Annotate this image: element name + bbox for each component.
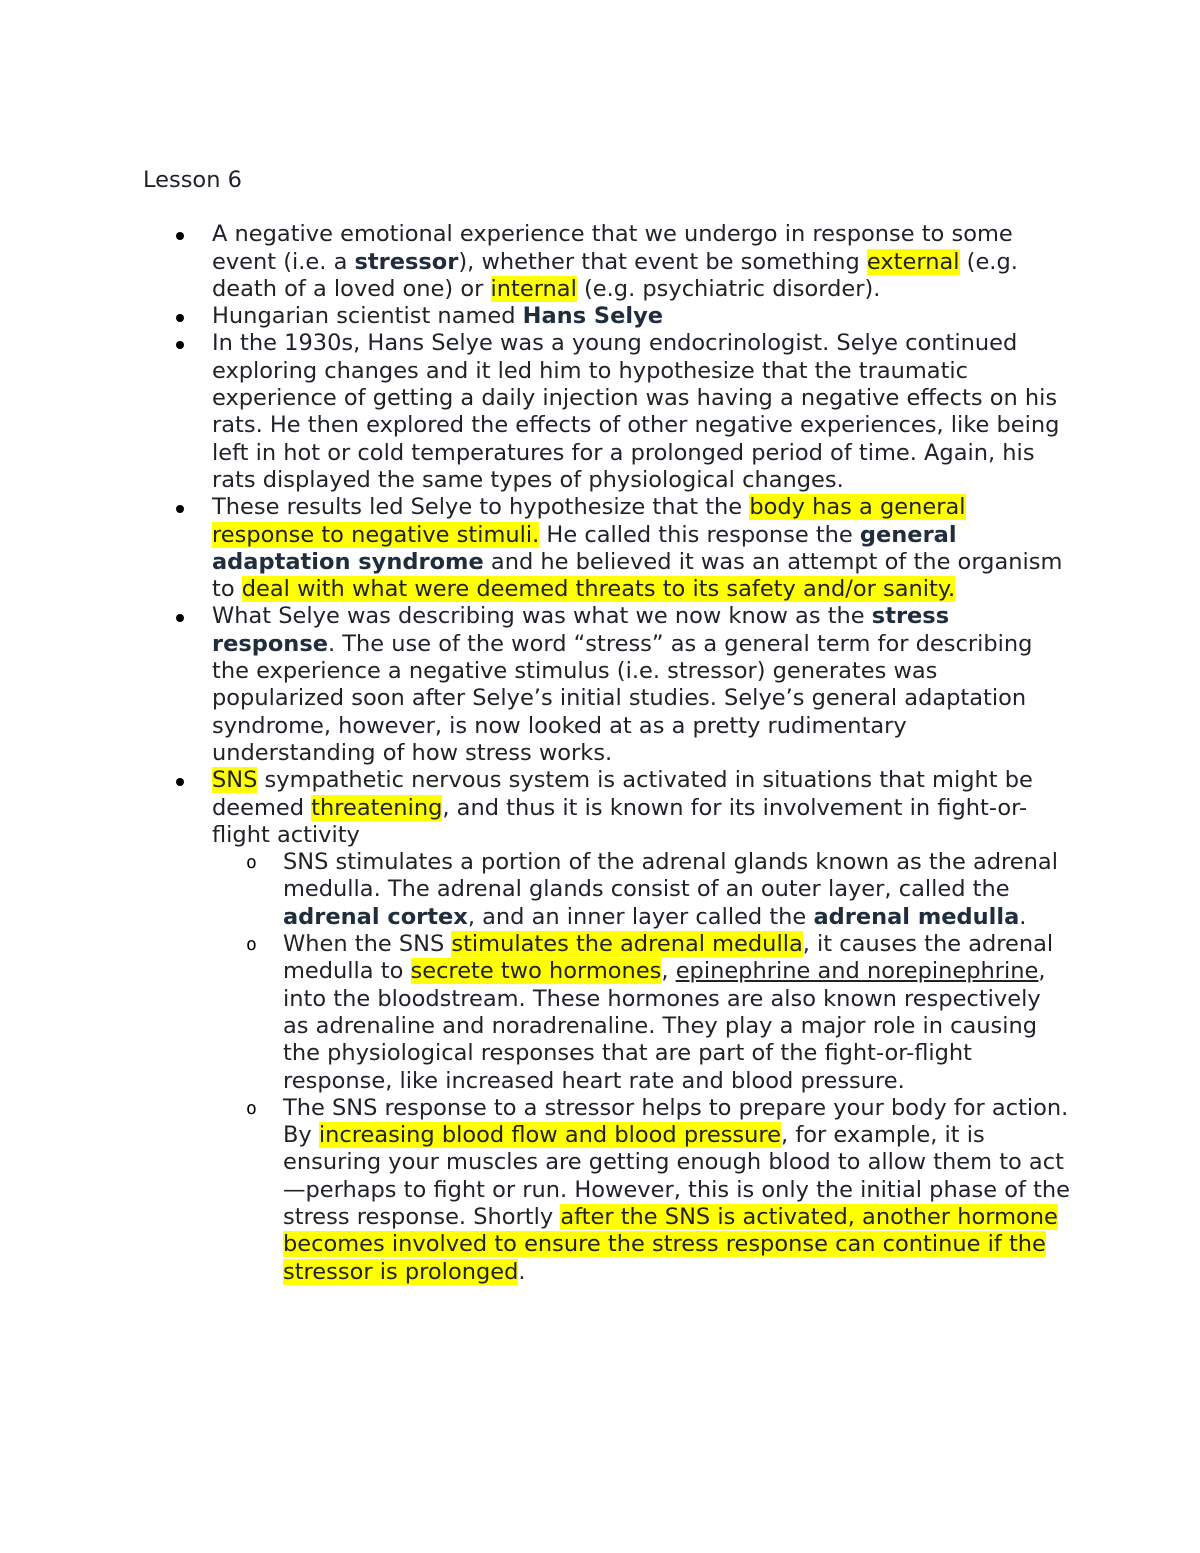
bullet-icon (176, 314, 184, 322)
sub-bullet-icon: o (246, 852, 257, 874)
text-run: , and thus it is known for its involvement in fight-or-flight activity (212, 794, 1028, 848)
highlight-internal: internal (490, 275, 577, 302)
text-run: and he believed it was an attempt of the organism to (212, 548, 1063, 603)
bullet-list (143, 221, 1073, 1286)
bold-term-adrenal-cortex: adrenal cortex (283, 903, 468, 930)
sub-bullet-icon: o (246, 1097, 257, 1119)
highlight-threatening: threatening (311, 794, 443, 821)
bullet-item-general-adaptation (143, 494, 1073, 603)
text-run: , into the bloodstream. These hormones are also known respectively as adrenaline and noradrenaline. They play a major role in causing the physiological responses that are part of the fight-or-flight response, like increased heart rate and blood pressure. (283, 958, 1046, 1094)
document-body (143, 167, 1073, 1286)
text-run: (e.g. death of a loved one) or (212, 248, 1018, 302)
text-run: The SNS response to a stressor helps to prepare your body for action. By (283, 1094, 1069, 1149)
bold-term-stressor: stressor (354, 248, 459, 275)
bold-term-hans-selye: Hans Selye (522, 303, 664, 330)
bullet-icon (176, 778, 184, 786)
highlight-general-response: body has a general response to negative stimuli. (212, 494, 966, 548)
text-run: ), whether that event be something (458, 248, 867, 275)
highlight-stimulates-medulla: stimulates the adrenal medulla (451, 931, 803, 958)
text-run: . (1019, 903, 1027, 930)
text-run: , (661, 958, 676, 985)
highlight-blood-flow: increasing blood flow and blood pressure (318, 1122, 782, 1149)
text-run: When the SNS (283, 931, 452, 958)
text-run: These results led Selye to hypothesize that the (212, 494, 750, 521)
highlight-external: external (866, 248, 960, 275)
sub-bullet-item-prepare-body (212, 1095, 1073, 1286)
bullet-item-hans-selye (143, 303, 1073, 330)
bold-term-adrenal-medulla: adrenal medulla (813, 903, 1020, 930)
lesson-title: Lesson 6 (143, 167, 242, 193)
bullet-icon (176, 505, 184, 513)
highlight-sns: SNS (212, 767, 258, 794)
bullet-icon (176, 232, 184, 240)
sub-bullet-list (212, 849, 1073, 1286)
bold-term-stress-response: stress response (212, 603, 950, 657)
text-run: (e.g. psychiatric disorder). (576, 275, 881, 302)
text-run: . (518, 1258, 526, 1285)
text-run: , it causes the adrenal medulla to (283, 931, 1054, 985)
bullet-item-stress-response (143, 603, 1073, 767)
underline-epinephrine: epinephrine and norepinephrine (675, 958, 1039, 985)
sub-bullet-item-adrenal-glands (212, 849, 1073, 931)
text-run: , and an inner layer called the (467, 903, 814, 930)
highlight-another-hormone: after the SNS is activated, another hormone becomes involved to ensure the stress response can continue if the stressor is prolonged (283, 1203, 1058, 1285)
bullet-icon (176, 341, 184, 349)
bullet-item-stress-definition (143, 221, 1073, 303)
bold-term-general-adaptation-syndrome: general adaptation syndrome (212, 521, 957, 575)
text-run: . The use of the word “stress” as a general term for describing the experience a negative stimulus (i.e. stressor) generates was popularized soon after Selye’s initial studies. Selye’s general adaptation syndrome, however, is now looked at as a pretty rudimentary understanding of how stress works. (212, 630, 1033, 766)
text-run: What Selye was describing was what we now know as the (212, 603, 872, 630)
bullet-item-1930s-research (143, 330, 1073, 494)
bullet-icon (176, 614, 184, 622)
sub-bullet-icon: o (246, 934, 257, 956)
text-run: In the 1930s, Hans Selye was a young endocrinologist. Selye continued exploring changes and it led him to hypothesize that the traumatic experience of getting a daily injection was having a negative effects on his rats. He then explored the effects of other negative experiences, like being left in hot or cold temperatures for a prolonged period of time. Again, his rats displayed the same types of physiological changes. (212, 330, 1060, 493)
text-run: , for example, it is ensuring your muscles are getting enough blood to allow them to act—perhaps to fight or run. However, this is only the initial phase of the stress response. Shortly (283, 1122, 1070, 1230)
text-run: He called this response the (539, 521, 860, 548)
sub-bullet-item-hormones (212, 931, 1073, 1095)
bullet-item-sns (143, 767, 1073, 1286)
highlight-secrete-hormones: secrete two hormones (410, 958, 662, 985)
text-run: SNS stimulates a portion of the adrenal glands known as the adrenal medulla. The adrenal glands consist of an outer layer, called the (283, 849, 1058, 903)
highlight-deal-with-threats: deal with what were deemed threats to its safety and/or sanity. (241, 576, 956, 603)
text-run: sympathetic nervous system is activated in situations that might be deemed (212, 767, 1033, 821)
text-run: A negative emotional experience that we undergo in response to some event (i.e. a (212, 221, 1013, 275)
text-run: Hungarian scientist named (212, 303, 523, 330)
